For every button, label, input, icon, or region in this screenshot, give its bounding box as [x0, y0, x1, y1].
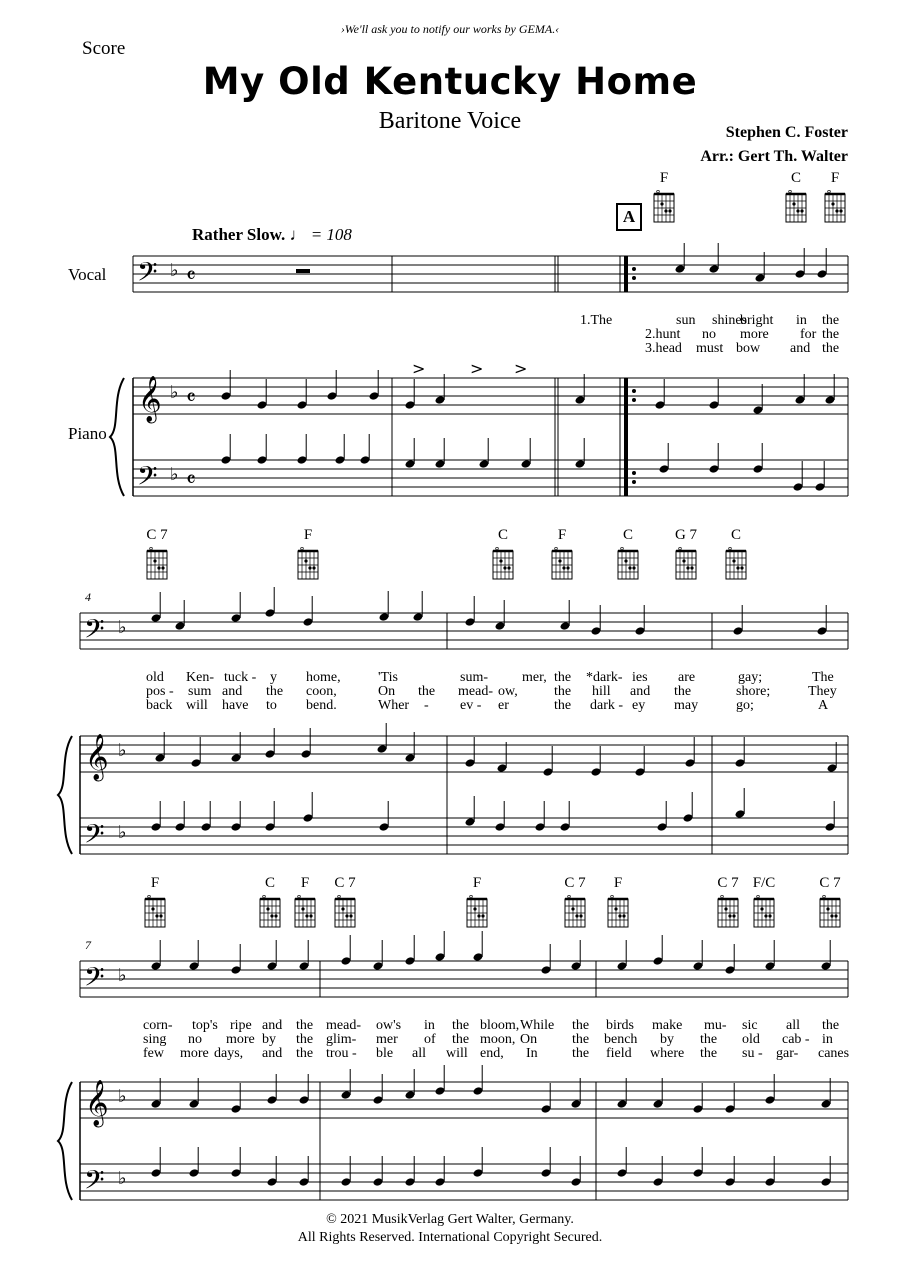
repeat-dot: [632, 389, 636, 393]
repeat-barline: [624, 256, 628, 292]
lyric-syllable: ripe: [230, 1018, 252, 1033]
lyric-syllable: old: [742, 1032, 760, 1047]
lyric-syllable: no: [188, 1032, 202, 1047]
lyric-syllable: sing: [143, 1032, 167, 1047]
repeat-dot: [632, 276, 636, 280]
lyric-syllable: ow,: [498, 684, 518, 699]
lyric-syllable: all: [412, 1046, 426, 1061]
bass-clef-icon: 𝄢: [84, 1164, 105, 1202]
composer: Stephen C. Foster: [725, 124, 848, 141]
lyric-syllable: the: [452, 1032, 470, 1047]
lyric-syllable: bench: [604, 1032, 638, 1047]
key-signature-flat-icon: ♭: [118, 1168, 127, 1189]
gema-notice: ›We'll ask you to notify our works by GEMA.‹: [340, 22, 560, 36]
chord-symbol: C: [250, 875, 290, 929]
vocal-label: Vocal: [68, 265, 107, 284]
chord-symbol: C: [483, 527, 523, 581]
lyric-syllable: hill: [592, 684, 611, 699]
common-time-icon: 𝄴: [186, 386, 196, 411]
chord-symbol: F: [644, 170, 684, 224]
lyric-syllable: tuck -: [224, 670, 257, 685]
lyric-syllable: mu-: [704, 1018, 727, 1033]
lyric-syllable: the: [554, 698, 572, 713]
chord-symbol: F: [285, 875, 325, 929]
chord-symbol: C: [776, 170, 816, 224]
lyric-syllable: While: [520, 1018, 555, 1033]
lyric-syllable: where: [650, 1046, 685, 1061]
lyric-syllable: by: [660, 1032, 674, 1047]
lyric-syllable: sun: [676, 313, 696, 328]
lyric-syllable: A: [818, 698, 829, 713]
chord-symbol: F/C: [744, 875, 784, 929]
lyric-syllable: corn-: [143, 1018, 173, 1033]
tempo-bpm: = 108: [310, 225, 352, 244]
key-signature-flat-icon: ♭: [170, 260, 179, 281]
lyric-syllable: mer,: [522, 670, 547, 685]
lyric-syllable: end,: [480, 1046, 504, 1061]
rehearsal-mark: A: [616, 203, 642, 231]
lyric-syllable: trou -: [326, 1046, 357, 1061]
treble-clef-icon: 𝄞: [138, 376, 162, 422]
piano-brace: [58, 736, 72, 854]
lyric-syllable: and: [630, 684, 651, 699]
lyric-syllable: mead-: [326, 1018, 361, 1033]
lyric-syllable: gar-: [776, 1046, 799, 1061]
measure-number: 4: [85, 590, 91, 604]
lyric-syllable: to: [266, 698, 277, 713]
lyric-syllable: mer: [376, 1032, 398, 1047]
lyric-syllable: top's: [192, 1018, 218, 1033]
chord-symbol: C 7: [325, 875, 365, 929]
key-signature-flat-icon: ♭: [118, 822, 127, 843]
lyric-syllable: the: [296, 1032, 314, 1047]
chord-symbol: F: [542, 527, 582, 581]
lyric-syllable: may: [674, 698, 699, 713]
lyric-syllable: the: [822, 1018, 840, 1033]
lyric-syllable: On: [378, 684, 396, 699]
chord-symbol: C 7: [708, 875, 748, 929]
lyric-syllable: er: [498, 698, 509, 713]
chord-symbol: F: [598, 875, 638, 929]
lyric-syllable: the: [674, 684, 692, 699]
lyric-syllable: birds: [606, 1018, 634, 1033]
rights-line: All Rights Reserved. International Copyright Secured.: [297, 1230, 603, 1245]
lyric-syllable: the: [452, 1018, 470, 1033]
lyric-syllable: ow's: [376, 1018, 402, 1033]
lyric-syllable: pos -: [146, 684, 174, 699]
lyric-syllable: in: [822, 1032, 833, 1047]
lyric-syllable: the: [822, 341, 840, 356]
lyric-syllable: Ken-: [186, 670, 214, 685]
lyric-syllable: more: [740, 327, 769, 342]
lyric-syllable: home,: [306, 670, 341, 685]
lyric-syllable: The: [812, 670, 834, 685]
lyric-syllable: Wher: [378, 698, 410, 713]
lyric-syllable: make: [652, 1018, 683, 1033]
key-signature-flat-icon: ♭: [170, 382, 179, 403]
tempo-text: Rather Slow.: [192, 225, 286, 244]
lyric-syllable: shore;: [736, 684, 771, 699]
score-label: Score: [82, 38, 126, 59]
key-signature-flat-icon: ♭: [118, 965, 127, 986]
page-title: My Old Kentucky Home: [202, 60, 698, 103]
lyric-syllable: su -: [742, 1046, 763, 1061]
chord-symbol: F: [288, 527, 328, 581]
chord-symbol: F: [457, 875, 497, 929]
key-signature-flat-icon: ♭: [118, 617, 127, 638]
lyric-syllable: will: [446, 1046, 468, 1061]
lyric-syllable: in: [424, 1018, 435, 1033]
piano-brace: [110, 378, 124, 496]
lyric-syllable: are: [678, 670, 696, 685]
copyright-footer: [0, 1211, 900, 1247]
lyric-syllable: few: [143, 1046, 164, 1061]
lyric-syllable: the: [700, 1046, 718, 1061]
lyric-syllable: 2.hunt: [645, 327, 681, 342]
lyric-syllable: 1.The: [580, 313, 613, 328]
lyric-syllable: sum-: [460, 670, 488, 685]
page-subtitle: Baritone Voice: [378, 108, 522, 134]
lyric-syllable: cab -: [782, 1032, 810, 1047]
lyric-syllable: and: [222, 684, 243, 699]
lyric-syllable: moon,: [480, 1032, 516, 1047]
piano-label: Piano: [68, 424, 107, 443]
lyric-syllable: glim-: [326, 1032, 357, 1047]
chord-symbol: F: [135, 875, 175, 929]
treble-clef-icon: 𝄞: [85, 734, 109, 780]
lyric-syllable: more: [180, 1046, 209, 1061]
lyric-syllable: of: [424, 1032, 436, 1047]
bass-clef-icon: 𝄢: [84, 961, 105, 999]
repeat-dot: [632, 480, 636, 484]
lyric-syllable: bright: [740, 313, 774, 328]
lyric-syllable: ies: [632, 670, 648, 685]
lyric-syllable: ey: [632, 698, 646, 713]
lyric-syllable: coon,: [306, 684, 337, 699]
lyric-syllable: and: [790, 341, 811, 356]
quarter-note-icon: ♩: [289, 225, 307, 244]
lyric-syllable: ev -: [460, 698, 482, 713]
lyric-syllable: will: [186, 698, 208, 713]
lyric-syllable: sic: [742, 1018, 758, 1033]
key-signature-flat-icon: ♭: [170, 464, 179, 485]
lyric-syllable: shines: [712, 313, 747, 328]
bass-clef-icon: 𝄢: [137, 460, 158, 498]
accent-mark: >: [514, 359, 528, 378]
lyric-syllable: must: [696, 341, 724, 356]
lyric-syllable: the: [822, 313, 840, 328]
bass-clef-icon: 𝄢: [84, 613, 105, 651]
piano-brace: [58, 1082, 72, 1200]
lyric-syllable: in: [796, 313, 807, 328]
bass-clef-icon: 𝄢: [84, 818, 105, 856]
lyric-syllable: the: [700, 1032, 718, 1047]
lyric-syllable: the: [554, 670, 572, 685]
lyric-syllable: 3.head: [645, 341, 682, 356]
treble-clef-icon: 𝄞: [85, 1080, 109, 1126]
lyric-syllable: days,: [214, 1046, 244, 1061]
lyric-syllable: all: [786, 1018, 800, 1033]
lyric-syllable: *dark-: [586, 670, 623, 685]
repeat-dot: [632, 398, 636, 402]
chord-symbol: C 7: [555, 875, 595, 929]
chord-symbol: G 7: [666, 527, 706, 581]
key-signature-flat-icon: ♭: [118, 1086, 127, 1107]
lyric-syllable: the: [266, 684, 284, 699]
lyric-syllable: the: [296, 1046, 314, 1061]
lyric-syllable: ble: [376, 1046, 394, 1061]
bass-clef-icon: 𝄢: [137, 256, 158, 294]
lyric-syllable: gay;: [738, 670, 763, 685]
lyric-syllable: more: [226, 1032, 255, 1047]
lyric-syllable: the: [572, 1032, 590, 1047]
chord-symbol: C 7: [137, 527, 177, 581]
lyric-syllable: and: [262, 1018, 283, 1033]
lyric-syllable: On: [520, 1032, 538, 1047]
lyric-syllable: sum: [188, 684, 212, 699]
accent-mark: >: [412, 359, 426, 378]
lyric-syllable: and: [262, 1046, 283, 1061]
lyric-syllable: In: [526, 1046, 538, 1061]
lyric-syllable: They: [808, 684, 837, 699]
chord-symbol: C: [608, 527, 648, 581]
common-time-icon: 𝄴: [186, 468, 196, 493]
lyric-syllable: the: [296, 1018, 314, 1033]
lyric-syllable: bend.: [306, 698, 337, 713]
repeat-barline: [624, 378, 628, 496]
lyric-syllable: have: [222, 698, 249, 713]
lyric-syllable: bloom,: [480, 1018, 520, 1033]
arranger: Arr.: Gert Th. Walter: [700, 148, 848, 165]
lyric-syllable: 'Tis: [378, 670, 398, 685]
whole-rest: [296, 269, 310, 273]
common-time-icon: 𝄴: [186, 264, 196, 289]
lyric-syllable: go;: [736, 698, 754, 713]
lyric-syllable: y: [270, 670, 277, 685]
copyright-line: © 2021 MusikVerlag Gert Walter, Germany.: [326, 1212, 574, 1227]
lyric-syllable: the: [554, 684, 572, 699]
lyric-syllable: by: [262, 1032, 276, 1047]
key-signature-flat-icon: ♭: [118, 740, 127, 761]
chord-symbol: C 7: [810, 875, 850, 929]
lyric-syllable: for: [800, 327, 817, 342]
repeat-dot: [632, 267, 636, 271]
chord-symbol: F: [815, 170, 855, 224]
lyric-syllable: bow: [736, 341, 761, 356]
accent-mark: >: [470, 359, 484, 378]
lyric-syllable: no: [702, 327, 716, 342]
lyric-syllable: back: [146, 698, 173, 713]
measure-number: 7: [85, 938, 91, 952]
lyric-syllable: the: [822, 327, 840, 342]
lyric-syllable: old: [146, 670, 164, 685]
lyric-syllable: the: [418, 684, 436, 699]
lyric-syllable: canes: [818, 1046, 850, 1061]
lyric-syllable: -: [424, 698, 429, 713]
chord-symbol: C: [716, 527, 756, 581]
lyric-syllable: the: [572, 1046, 590, 1061]
lyric-syllable: the: [572, 1018, 590, 1033]
lyric-syllable: field: [606, 1046, 632, 1061]
repeat-dot: [632, 471, 636, 475]
lyric-syllable: mead-: [458, 684, 493, 699]
lyric-syllable: dark -: [590, 698, 624, 713]
